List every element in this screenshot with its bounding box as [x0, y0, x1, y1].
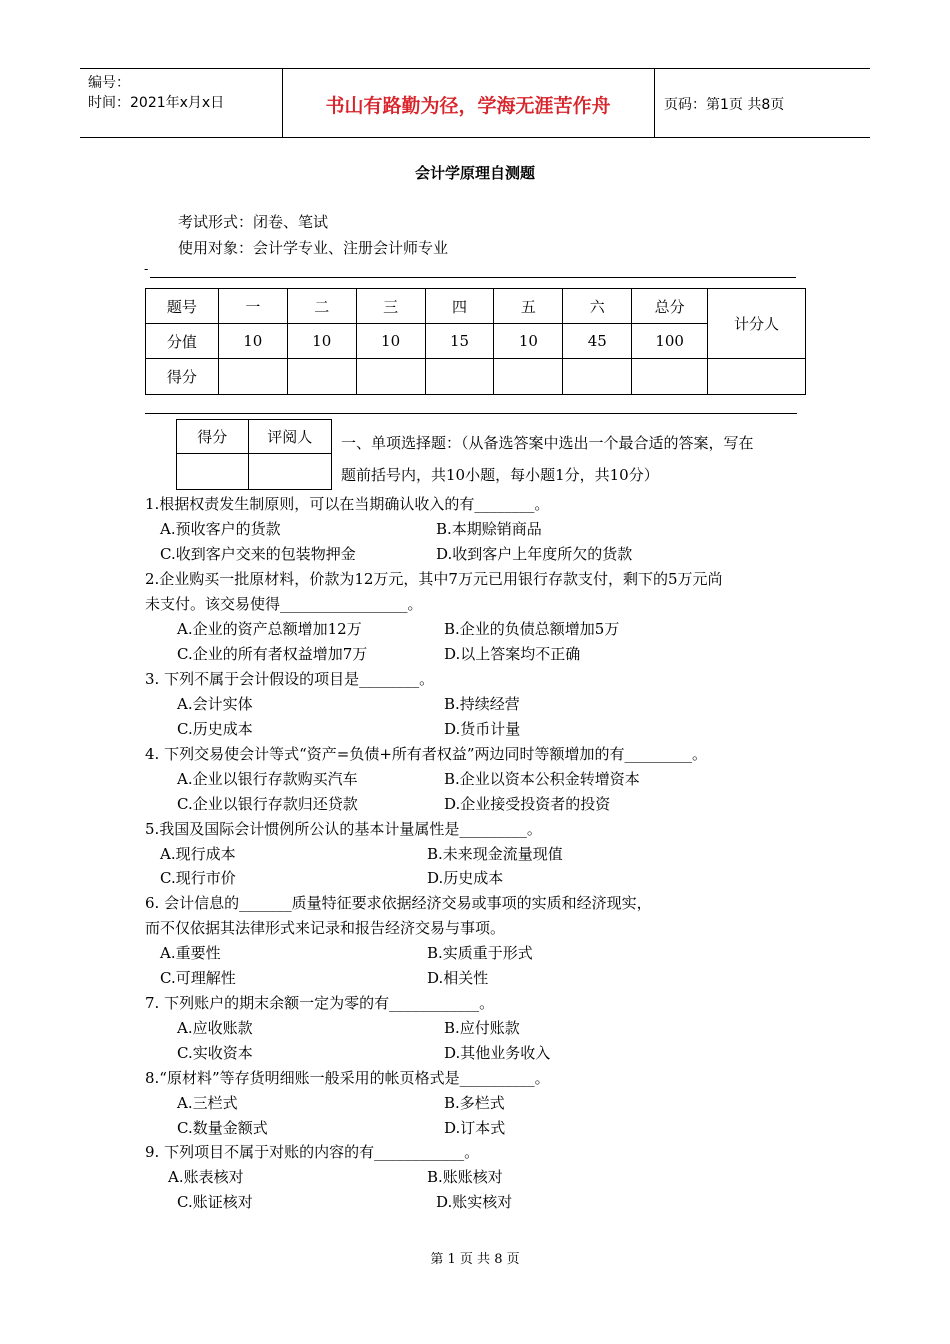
value-cell: 10 [287, 324, 356, 359]
option-3a: A.会计实体 [177, 695, 253, 713]
score-cell[interactable] [356, 359, 425, 395]
header-cell: 四 [425, 289, 494, 324]
question-6: 6. 会计信息的_______质量特征要求依据经济交易或事项的实质和经济现实， [145, 894, 652, 912]
option-9b: B.账账核对 [427, 1168, 503, 1186]
question-5: 5.我国及国际会计惯例所公认的基本计量属性是_________。 [145, 820, 542, 838]
option-2a: A.企业的资产总额增加12万 [177, 620, 362, 638]
question-1: 1.根据权责发生制原则，可以在当期确认收入的有________。 [145, 495, 550, 513]
box-score-entry[interactable] [177, 454, 249, 490]
option-5b: B.未来现金流量现值 [427, 845, 563, 863]
value-cell: 10 [218, 324, 287, 359]
section-grading-box [176, 419, 332, 490]
option-9c: C.账证核对 [177, 1193, 253, 1211]
option-6d: D.相关性 [427, 969, 489, 987]
question-9: 9. 下列项目不属于对账的内容的有____________。 [145, 1143, 480, 1161]
option-2d: D.以上答案均不正确 [444, 645, 581, 663]
option-1d: D.收到客户上年度所欠的货款 [436, 545, 633, 563]
option-7b: B.应付账款 [444, 1019, 520, 1037]
header-cell: 总分 [632, 289, 708, 324]
question-7: 7. 下列账户的期末余额一定为零的有____________。 [145, 994, 495, 1012]
question-2-cont: 未支付。该交易使得_________________。 [145, 595, 423, 613]
header-meta [88, 73, 224, 113]
score-cell[interactable] [494, 359, 563, 395]
question-6-cont: 而不仅依据其法律形式来记录和报告经济交易与事项。 [145, 919, 506, 937]
option-6c: C.可理解性 [160, 969, 236, 987]
separator-bottom [145, 413, 797, 414]
option-4a: A.企业以银行存款购买汽车 [177, 770, 358, 788]
question-3: 3. 下列不属于会计假设的项目是________。 [145, 670, 435, 688]
header-cell: 一 [218, 289, 287, 324]
scorer-entry-cell[interactable] [708, 359, 806, 395]
dash-mark: - [144, 262, 149, 277]
option-5a: A.现行成本 [160, 845, 236, 863]
option-9d: D.账实核对 [436, 1193, 513, 1211]
option-7d: D.其他业务收入 [444, 1044, 551, 1062]
values-label: 分值 [146, 324, 219, 359]
option-3c: C.历史成本 [177, 720, 253, 738]
option-6b: B.实质重于形式 [427, 944, 533, 962]
header-motto: 书山有路勤为径，学海无涯苦作舟 [325, 95, 611, 117]
score-table [145, 288, 806, 395]
separator-top [150, 277, 796, 278]
header-cell: 三 [356, 289, 425, 324]
box-score-label: 得分 [177, 420, 249, 454]
value-cell: 10 [494, 324, 563, 359]
option-9a: A.账表核对 [168, 1168, 244, 1186]
option-2b: B.企业的负债总额增加5万 [444, 620, 620, 638]
number-label: 编号： [88, 75, 130, 91]
score-cell[interactable] [425, 359, 494, 395]
value-cell: 100 [632, 324, 708, 359]
exam-form: 考试形式：闭卷、笔试 [178, 213, 329, 231]
option-5c: C.现行市价 [160, 869, 236, 887]
time-label: 时间：2021年x月x日 [88, 95, 225, 111]
question-2: 2.企业购买一批原材料，价款为12万元，其中7万元已用银行存款支付，剩下的5万元尚 [145, 570, 723, 588]
option-3b: B.持续经营 [444, 695, 520, 713]
header-cell: 六 [563, 289, 632, 324]
score-label: 得分 [146, 359, 219, 395]
option-8c: C.数量金额式 [177, 1119, 268, 1137]
header-page-info: 页码：第1页 共8页 [664, 97, 785, 113]
option-8b: B.多栏式 [444, 1094, 505, 1112]
option-6a: A.重要性 [160, 944, 221, 962]
box-reviewer-label: 评阅人 [248, 420, 331, 454]
option-7c: C.实收资本 [177, 1044, 253, 1062]
option-5d: D.历史成本 [427, 869, 504, 887]
header-cell: 五 [494, 289, 563, 324]
option-1b: B.本期赊销商品 [436, 520, 542, 538]
option-4d: D.企业接受投资者的投资 [444, 795, 611, 813]
option-2c: C.企业的所有者权益增加7万 [177, 645, 368, 663]
score-cell[interactable] [563, 359, 632, 395]
value-cell: 45 [563, 324, 632, 359]
score-cell[interactable] [632, 359, 708, 395]
header-cell: 题号 [146, 289, 219, 324]
value-cell: 10 [356, 324, 425, 359]
option-4c: C.企业以银行存款归还贷款 [177, 795, 358, 813]
score-cell[interactable] [218, 359, 287, 395]
option-7a: A.应收账款 [177, 1019, 253, 1037]
document-title: 会计学原理自测题 [414, 164, 535, 182]
section-heading-line2: 题前括号内，共10小题，每小题1分，共10分） [341, 466, 659, 484]
option-3d: D.货币计量 [444, 720, 521, 738]
option-8d: D.订本式 [444, 1119, 506, 1137]
option-1a: A.预收客户的货款 [160, 520, 281, 538]
option-8a: A.三栏式 [177, 1094, 238, 1112]
section-heading-line1: 一、单项选择题：（从备选答案中选出一个最合适的答案，写在 [341, 434, 754, 452]
option-4b: B.企业以资本公积金转增资本 [444, 770, 640, 788]
value-cell: 15 [425, 324, 494, 359]
page-header [80, 68, 870, 138]
exam-target: 使用对象：会计学专业、注册会计师专业 [178, 239, 449, 257]
header-cell: 二 [287, 289, 356, 324]
box-reviewer-entry[interactable] [248, 454, 331, 490]
option-1c: C.收到客户交来的包装物押金 [160, 545, 356, 563]
page-footer: 第 1 页 共 8 页 [430, 1252, 520, 1267]
header-divider-right [654, 69, 655, 137]
scorer-cell: 计分人 [708, 289, 806, 359]
question-8: 8.“原材料”等存货明细账一般采用的帐页格式是__________。 [145, 1069, 550, 1087]
score-cell[interactable] [287, 359, 356, 395]
question-4: 4. 下列交易使会计等式“资产=负债+所有者权益”两边同时等额增加的有_________。 [145, 745, 708, 763]
